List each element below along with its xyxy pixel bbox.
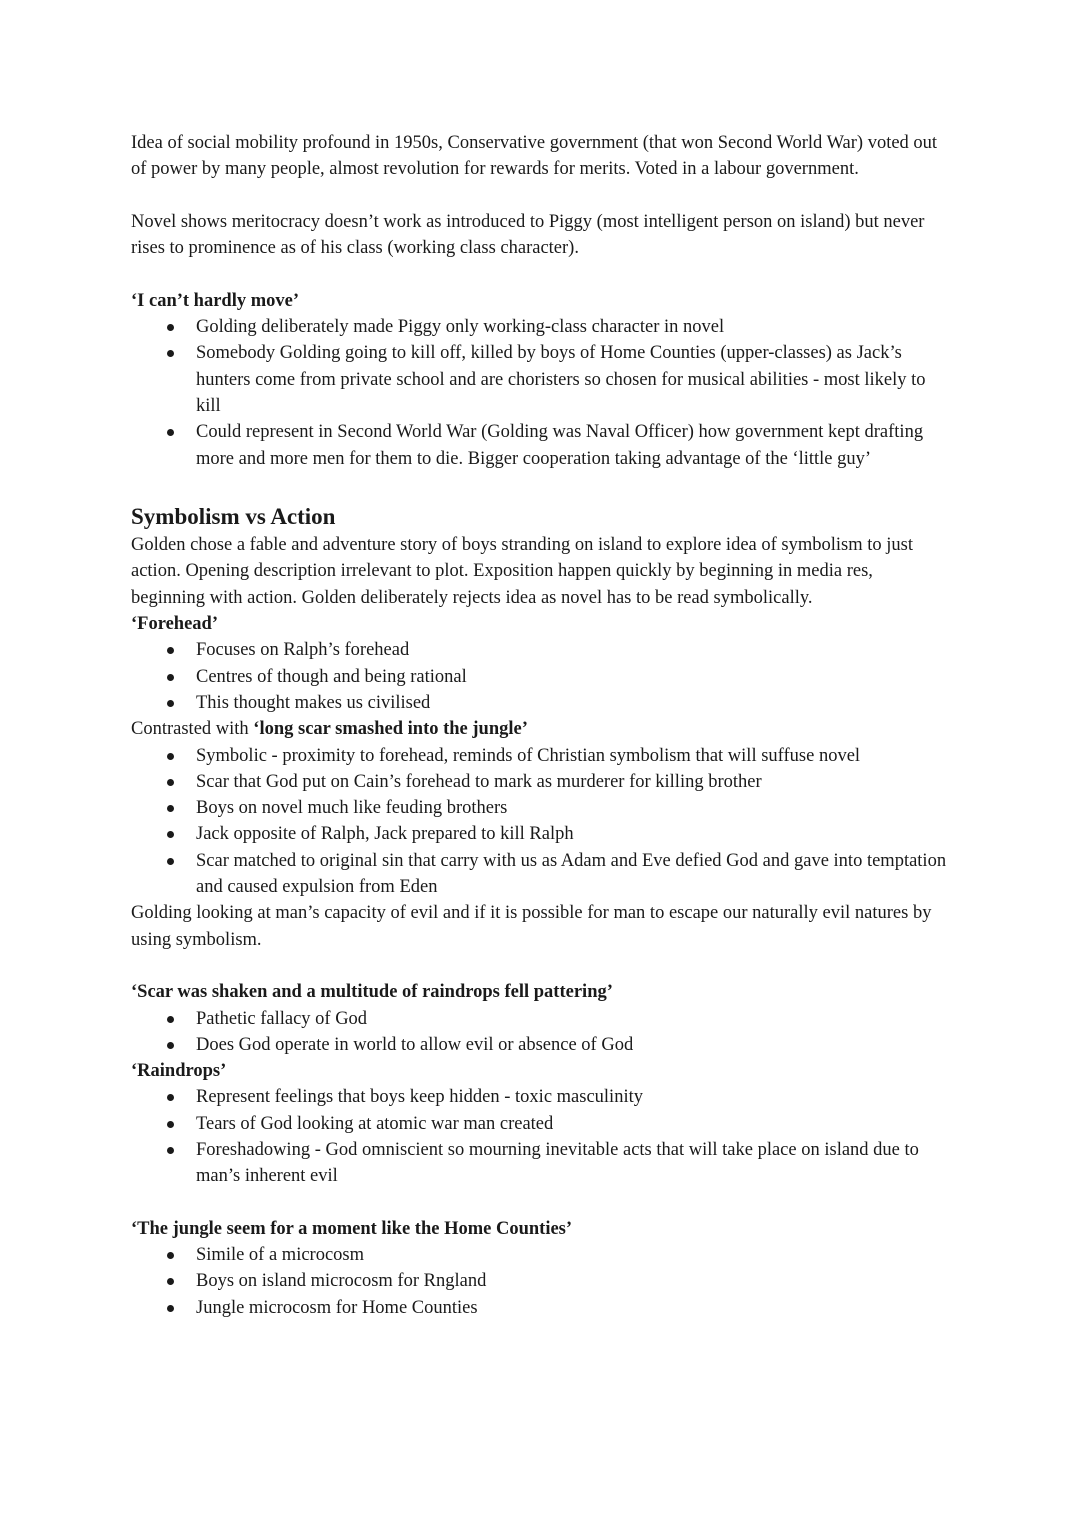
bullet-list-raindrops (131, 1084, 951, 1189)
quote-scar-shaken: ‘Scar was shaken and a multitude of raindrops fell pattering’ (131, 982, 613, 1003)
paragraph-capacity-of-evil: Golding looking at man’s capacity of evil and if it is possible for man to escape our naturally evil natures by using symbolism. (131, 903, 932, 950)
list-item: Centres of though and being rational (131, 664, 951, 690)
list-item: Could represent in Second World War (Golding was Naval Officer) how government kept drafting more and more men for them to die. Bigger cooperation taking advantage of the ‘little guy’ (131, 419, 951, 472)
list-item: Jungle microcosm for Home Counties (131, 1295, 951, 1321)
bullet-icon (167, 1016, 174, 1023)
list-item: Boys on novel much like feuding brothers (131, 795, 951, 821)
bullet-icon (167, 858, 174, 865)
bullet-icon (167, 1305, 174, 1312)
bullet-icon (167, 1147, 174, 1154)
list-item: This thought makes us civilised (131, 690, 951, 716)
bullet-icon (167, 1252, 174, 1259)
list-item: Somebody Golding going to kill off, killed by boys of Home Counties (upper-classes) as Jack’s hunters come from private school and are choristers so chosen for musical abilities - most likely to kill (131, 340, 951, 419)
paragraph-social-mobility: Idea of social mobility profound in 1950s, Conservative government (that won Second World War) voted out of power by many people, almost revolution for rewards for merits. Voted in a labour government. (131, 133, 938, 180)
quote-forehead: ‘Forehead’ (131, 614, 218, 635)
bullet-icon (167, 674, 174, 681)
list-item: Golding deliberately made Piggy only working-class character in novel (131, 314, 951, 340)
paragraph-meritocracy: Novel shows meritocracy doesn’t work as introduced to Piggy (most intelligent person on island) but never rises to prominence as of his class (working class character). (131, 211, 925, 259)
list-item: Boys on island microcosm for Rngland (131, 1268, 951, 1294)
list-item: Foreshadowing - God omniscient so mourning inevitable acts that will take place on island due to man’s inherent evil (131, 1137, 951, 1190)
list-item: Represent feelings that boys keep hidden - toxic masculinity (131, 1084, 951, 1110)
bullet-icon (167, 753, 174, 760)
document-page (131, 130, 951, 1321)
bullet-list-piggy (131, 314, 951, 472)
section-heading: Symbolism vs Action (131, 504, 336, 530)
bullet-icon (167, 1042, 174, 1049)
paragraph-symbolism: Golden chose a fable and adventure story of boys stranding on island to explore idea of symbolism to just action. Opening description irrelevant to plot. Exposition happen quickly by beginning in media res, beginning with action. Golden deliberately rejects idea as novel has to be read symbolically. (131, 535, 913, 608)
bullet-icon (167, 429, 174, 436)
bullet-icon (167, 1278, 174, 1285)
list-item: Jack opposite of Ralph, Jack prepared to kill Ralph (131, 821, 951, 847)
paragraph-contrasted: Contrasted with ‘long scar smashed into the jungle’ (131, 719, 528, 740)
list-item: Does God operate in world to allow evil or absence of God (131, 1032, 951, 1058)
list-item: Focuses on Ralph’s forehead (131, 637, 951, 663)
quote-raindrops: ‘Raindrops’ (131, 1061, 227, 1082)
bullet-icon (167, 805, 174, 812)
bullet-list-scar (131, 743, 951, 901)
bullet-list-pathetic-fallacy (131, 1006, 951, 1059)
list-item: Simile of a microcosm (131, 1242, 951, 1268)
bullet-list-forehead (131, 637, 951, 716)
list-item: Symbolic - proximity to forehead, reminds of Christian symbolism that will suffuse novel (131, 743, 951, 769)
bullet-icon (167, 1121, 174, 1128)
bullet-icon (167, 350, 174, 357)
list-item: Pathetic fallacy of God (131, 1006, 951, 1032)
bullet-icon (167, 647, 174, 654)
list-item: Scar that God put on Cain’s forehead to mark as murderer for killing brother (131, 769, 951, 795)
list-item: Scar matched to original sin that carry with us as Adam and Eve defied God and gave into temptation and caused expulsion from Eden (131, 848, 951, 901)
bullet-icon (167, 700, 174, 707)
quote-cant-hardly-move: ‘I can’t hardly move’ (131, 290, 300, 311)
bullet-icon (167, 831, 174, 838)
bullet-list-microcosm (131, 1242, 951, 1321)
bullet-icon (167, 779, 174, 786)
quote-long-scar: ‘long scar smashed into the jungle’ (253, 719, 528, 740)
quote-home-counties: ‘The jungle seem for a moment like the Home Counties’ (131, 1218, 573, 1239)
list-item: Tears of God looking at atomic war man created (131, 1111, 951, 1137)
bullet-icon (167, 1094, 174, 1101)
bullet-icon (167, 324, 174, 331)
